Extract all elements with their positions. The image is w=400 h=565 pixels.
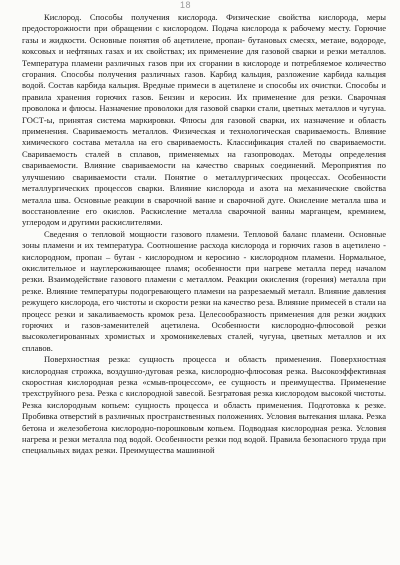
body-text (22, 12, 386, 457)
paragraph-surface-cutting: Поверхностная резка: сущность процесса и область применения. Поверхностная кислородная строжка, воздушно-дуговая резка, кислородно-флюсовая резка. Высокоэффективная скоростная кислородная резка «смыв-процессом», ее сущность и преимущества. Применение трехструйного реза. Резка с кислородной завесой. Безгратовая резка кислородом высокой чистоты. Резка кислородным копьем: сущность процесса и область применения. Подготовка к резке. Пробивка отверстий в различных пространственных положениях. Условия вытекания шлака. Резка бетона и железобетона кислородно-порошковым копьем. Подводная кислородная резка. Условия нагрева и резки металла под водой. Особенности резки под водой. Правила безопасного труда при специальных видах резки. Преимущества машинной (22, 354, 386, 456)
page-number: 18 (180, 0, 192, 10)
paragraph-oxygen-and-gases: Кислород. Способы получения кислорода. Физические свойства кислорода, меры предосторожности при обращении с кислородом. Подача кислорода к рабочему месту. Горючие газы и жидкости. Основные понятия об ацетилене, пропан- бутановых смесях, метане, водороде, коксовых и нефтяных газах и их свойствах; их применение для газовой сварки и резки металлов. Температура пламени различных газов при их сгорании в кислороде и потребляемое количество сгорания. Способы получения различных газов. Карбид кальция, разложение карбида кальция водой. Состав карбида кальция. Вредные примеси в ацетилене и способы их очистки. Способы и правила хранения горючих газов. Бензин и керосин. Их применение для резки. Сварочная проволока и флюсы. Назначение проволоки для газовой сварки стали, цветных металлов и чугуна. ГОСТ-ы, принятая система маркировки. Флюсы для газовой сварки, их назначение и область применения. Свариваемость металлов. Физическая и технологическая свариваемость. Влияние химического состава металла на его свариваемость. Классификация сталей по свариваемости. Свариваемость сталей в сплавов, применяемых на газопроводах. Методы определения свариваемости. Влияние свариваемости на качество сварных соединений. Мероприятия по улучшению свариваемости стали. Понятие о металлургических процессах. Особенности металлургических процессов сварки. Влияние кислорода и азота на механические свойства металла шва. Основные реакции в сварочной ванне и сварочной дуге. Окисление металла шва и восстановление его окислов. Раскисление металла сварочной ванны марганцем, кремнием, углеродом и другими раскислителями. (22, 12, 386, 228)
paragraph-flame-properties: Сведения о тепловой мощности газового пламени. Тепловой баланс пламени. Основные зоны пламени и их температура. Соотношение расхода кислорода и горючих газов в ацетилено - кислородном, пропан – бутан - кислородном и керосино - кислородном пламени. Нормальное, окислительное и науглероживающее пламя; особенности при нагреве металла перед началом резки. Взаимодействие газового пламени с металлом. Реакции окисления (горения) металла при резке. Влияние температуры подогревающего пламени на разрезаемый металл. Влияние давления режущего кислорода, его чистоты и скорости резки на качество реза. Влияние примесей в стали на процесс резки и закаливаемость кромок реза. Целесообразность применения для резки жидких горючих и газов-заменителей ацетилена. Особенности кислородно-флюсовой резки высоколегированных хромистых и хромоникелевых сталей, чугуна, цветных металлов и их сплавов. (22, 228, 386, 353)
